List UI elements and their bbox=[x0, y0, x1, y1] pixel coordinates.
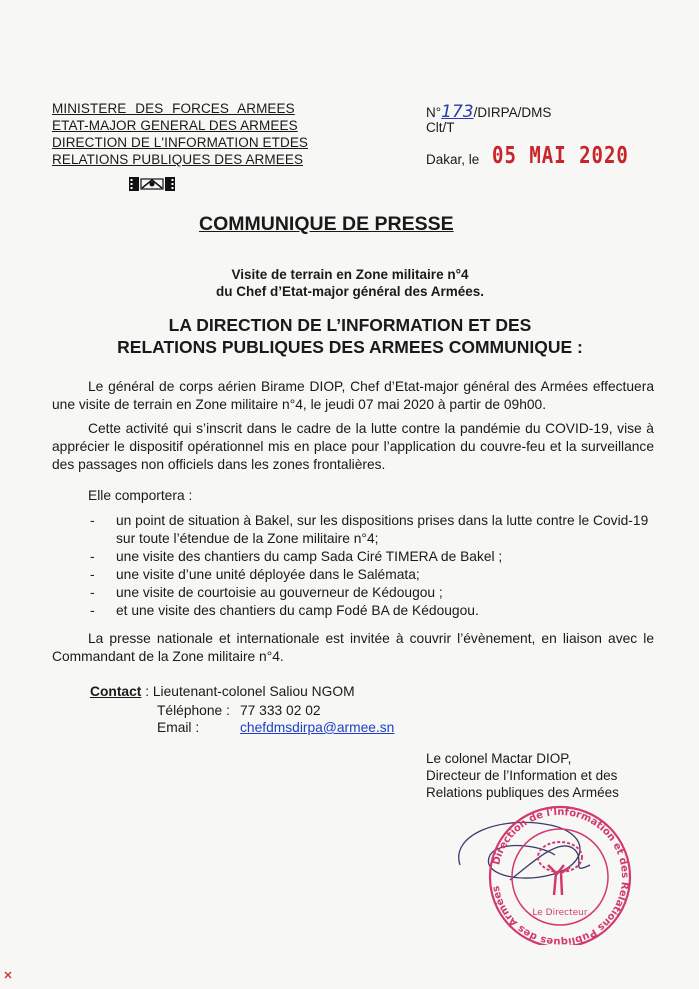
header-line-2: ETAT-MAJOR GENERAL DES ARMEES bbox=[52, 118, 298, 133]
list-item: - un point de situation à Bakel, sur les dispositions prises dans la lutte contre le Covid-19 sur toute l’étendue de la Zone militaire n°4; bbox=[90, 512, 654, 548]
subtitle-line-1: Visite de terrain en Zone militaire n°4 bbox=[231, 267, 469, 282]
ref-suffix: /DIRPA/DMS bbox=[473, 105, 552, 120]
closing-paragraph: La presse nationale et internationale est invitée à couvrir l’évènement, en liaison avec le Commandant de la Zone militaire n°4. bbox=[52, 631, 654, 664]
date-label: Dakar, le bbox=[426, 152, 480, 167]
seal-ring-text: Direction de l'Information et des Relations Publiques des Armées bbox=[490, 806, 631, 945]
contact-label: Contact bbox=[90, 684, 142, 699]
margin-mark bbox=[4, 966, 12, 974]
contact-block bbox=[90, 683, 355, 700]
phone-value: 77 333 02 02 bbox=[240, 703, 321, 718]
heading-line-1: LA DIRECTION DE L’INFORMATION ET DES bbox=[168, 315, 532, 335]
communique-heading bbox=[60, 314, 640, 358]
email-link[interactable]: chefdmsdirpa@armee.sn bbox=[240, 720, 395, 735]
signature-line-2: Directeur de l’Information et des bbox=[426, 768, 618, 783]
ref-prefix: N° bbox=[426, 105, 442, 120]
reference-number bbox=[426, 104, 551, 121]
subtitle-line-2: du Chef d’Etat-major général des Armées. bbox=[215, 284, 485, 299]
list-item: - une visite des chantiers du camp Sada Ciré TIMERA de Bakel ; bbox=[90, 548, 654, 566]
signature-line-1: Le colonel Mactar DIOP, bbox=[426, 751, 572, 766]
heading-line-2: RELATIONS PUBLIQUES DES ARMEES COMMUNIQUE : bbox=[117, 337, 583, 357]
contact-name: Lieutenant-colonel Saliou NGOM bbox=[152, 684, 355, 699]
visit-program-list bbox=[90, 512, 654, 620]
reference-line-2: Clt/T bbox=[426, 120, 455, 135]
header-line-1: MINISTERE DES FORCES ARMEES bbox=[52, 101, 295, 116]
ref-handwritten-number: 173 bbox=[441, 102, 474, 122]
signature-line-3: Relations publiques des Armées bbox=[426, 785, 619, 800]
header-line-4: RELATIONS PUBLIQUES DES ARMEES bbox=[52, 152, 304, 167]
subtitle bbox=[100, 266, 600, 300]
header-line-3: DIRECTION DE L'INFORMATION ETDES bbox=[52, 135, 309, 150]
list-item: - une visite de courtoisie au gouverneur de Kédougou ; bbox=[90, 584, 654, 602]
official-seal bbox=[440, 795, 680, 945]
date-stamp: 05 MAI 2020 bbox=[492, 142, 629, 170]
ministry-header bbox=[52, 100, 308, 168]
list-item: - et une visite des chantiers du camp Fodé BA de Kédougou. bbox=[90, 602, 654, 620]
list-item: - une visite d’une unité déployée dans le Salémata; bbox=[90, 566, 654, 584]
page-title: COMMUNIQUE DE PRESSE bbox=[199, 213, 454, 235]
signature-block bbox=[426, 750, 619, 801]
paragraph-1: Le général de corps aérien Birame DIOP, Chef d’Etat-major général des Armées effectuera une visite de terrain en Zone militaire n°4, le jeudi 07 mai 2020 à partir de 09h00. bbox=[52, 379, 654, 412]
contact-separator: : bbox=[141, 684, 153, 699]
email-label: Email : bbox=[157, 720, 200, 735]
seal-center-text: Le Directeur bbox=[532, 908, 588, 918]
emblem-icon bbox=[128, 174, 176, 194]
phone-label: Téléphone : bbox=[157, 703, 230, 718]
paragraph-2: Cette activité qui s’inscrit dans le cadre de la lutte contre la pandémie du COVID-19, vise à apprécier le dispositif opérationnel mis en place pour l’application du couvre-feu et la surveillance des passages non officiels dans les zones frontalières. bbox=[52, 421, 654, 472]
list-intro: Elle comportera : bbox=[88, 488, 193, 503]
